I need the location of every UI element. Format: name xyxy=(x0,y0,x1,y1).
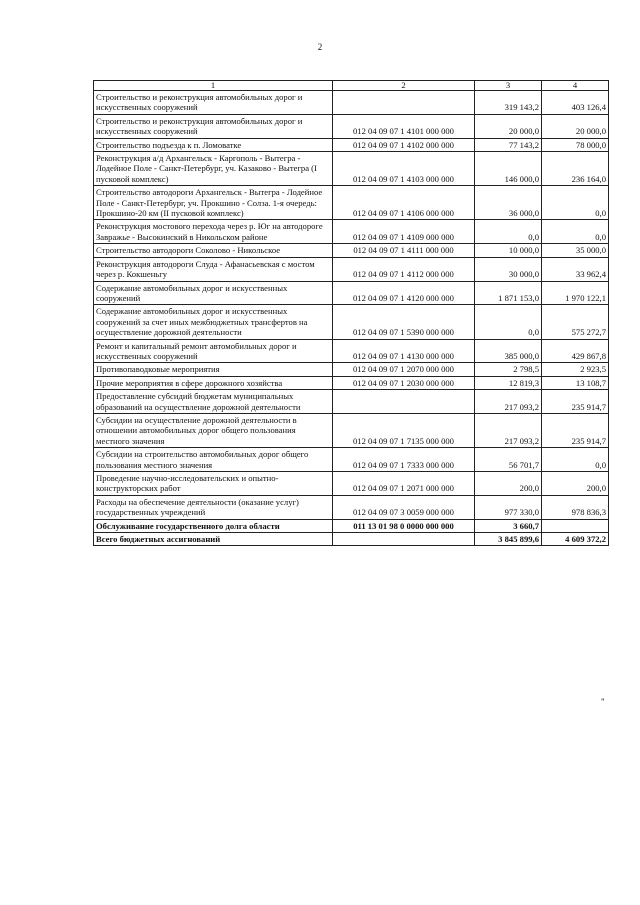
row-name-cell: Реконструкция а/д Архангельск - Каргополь - Вытегра - Лодейное Поле - Санкт-Петербург, уч. Казаково - Вытегра (I пусковой комплекс) xyxy=(94,152,333,186)
header-col-2: 2 xyxy=(333,81,475,91)
page-number: 2 xyxy=(317,42,323,52)
table-row xyxy=(94,390,609,414)
table-row xyxy=(94,257,609,281)
header-col-3: 3 xyxy=(475,81,542,91)
row-value-col4-cell: 0,0 xyxy=(542,220,609,244)
row-name-cell: Проведение научно-исследовательских и опытно-конструкторских работ xyxy=(94,472,333,496)
row-value-col4-cell: 236 164,0 xyxy=(542,152,609,186)
row-value-col3-cell: 217 093,2 xyxy=(475,390,542,414)
row-value-col3-cell: 20 000,0 xyxy=(475,114,542,138)
table-row xyxy=(94,448,609,472)
table-row xyxy=(94,152,609,186)
table-row xyxy=(94,376,609,389)
row-name-cell: Предоставление субсидий бюджетам муниципальных образований на осуществление дорожной деятельности xyxy=(94,390,333,414)
row-name-cell: Строительство подъезда к п. Ломоватке xyxy=(94,138,333,151)
row-value-col3-cell: 30 000,0 xyxy=(475,257,542,281)
table-row xyxy=(94,244,609,257)
table-row xyxy=(94,472,609,496)
row-value-col4-cell: 20 000,0 xyxy=(542,114,609,138)
row-name-cell: Противопаводковые мероприятия xyxy=(94,363,333,376)
row-code-cell: 012 04 09 07 1 4120 000 000 xyxy=(333,281,475,305)
row-value-col3-cell: 146 000,0 xyxy=(475,152,542,186)
row-code-cell: 012 04 09 07 1 4109 000 000 xyxy=(333,220,475,244)
row-name-cell: Всего бюджетных ассигнований xyxy=(94,533,333,546)
row-code-cell: 012 04 09 07 1 4101 000 000 xyxy=(333,114,475,138)
row-value-col3-cell: 200,0 xyxy=(475,472,542,496)
row-value-col4-cell: 1 970 122,1 xyxy=(542,281,609,305)
closing-quote-mark: " xyxy=(601,697,605,707)
table-row xyxy=(94,495,609,519)
table-row xyxy=(94,186,609,220)
row-value-col4-cell: 403 126,4 xyxy=(542,91,609,115)
table-row xyxy=(94,91,609,115)
row-value-col3-cell: 319 143,2 xyxy=(475,91,542,115)
table-row xyxy=(94,533,609,546)
row-value-col4-cell: 575 272,7 xyxy=(542,305,609,339)
row-value-col3-cell: 56 701,7 xyxy=(475,448,542,472)
row-code-cell: 012 04 09 07 1 4130 000 000 xyxy=(333,339,475,363)
row-value-col3-cell: 0,0 xyxy=(475,220,542,244)
table-row xyxy=(94,363,609,376)
row-name-cell: Прочие мероприятия в сфере дорожного хозяйства xyxy=(94,376,333,389)
row-name-cell: Реконструкция автодороги Слуда - Афанасьевская с мостом через р. Кокшеньгу xyxy=(94,257,333,281)
row-value-col4-cell: 235 914,7 xyxy=(542,413,609,447)
row-value-col4-cell: 33 962,4 xyxy=(542,257,609,281)
row-value-col4-cell: 2 923,5 xyxy=(542,363,609,376)
row-value-col4-cell: 429 867,8 xyxy=(542,339,609,363)
row-value-col3-cell: 12 819,3 xyxy=(475,376,542,389)
table-header-row xyxy=(94,81,609,91)
table-row xyxy=(94,220,609,244)
row-code-cell: 012 04 09 07 1 2070 000 000 xyxy=(333,363,475,376)
row-name-cell: Строительство и реконструкция автомобильных дорог и искусственных сооружений xyxy=(94,91,333,115)
table-row xyxy=(94,413,609,447)
row-value-col4-cell: 200,0 xyxy=(542,472,609,496)
table-row xyxy=(94,519,609,532)
row-name-cell: Субсидии на строительство автомобильных дорог общего пользования местного значения xyxy=(94,448,333,472)
budget-table xyxy=(93,80,609,546)
table-row xyxy=(94,305,609,339)
table-row xyxy=(94,114,609,138)
header-col-1: 1 xyxy=(94,81,333,91)
row-value-col3-cell: 977 330,0 xyxy=(475,495,542,519)
row-value-col3-cell: 36 000,0 xyxy=(475,186,542,220)
row-name-cell: Строительство автодороги Архангельск - Вытегра - Лодейное Поле - Санкт-Петербург, уч. Прокшино - Солза. 1-я очередь: Прокшино-20 км (II пусковой комплекс) xyxy=(94,186,333,220)
row-code-cell: 012 04 09 07 1 4112 000 000 xyxy=(333,257,475,281)
row-value-col3-cell: 217 093,2 xyxy=(475,413,542,447)
table-row xyxy=(94,281,609,305)
row-name-cell: Строительство автодороги Соколово - Никольское xyxy=(94,244,333,257)
row-value-col4-cell xyxy=(542,519,609,532)
row-code-cell xyxy=(333,533,475,546)
row-code-cell: 012 04 09 07 1 5390 000 000 xyxy=(333,305,475,339)
row-value-col4-cell: 978 836,3 xyxy=(542,495,609,519)
row-code-cell: 012 04 09 07 1 4102 000 000 xyxy=(333,138,475,151)
row-code-cell: 012 04 09 07 1 4106 000 000 xyxy=(333,186,475,220)
row-name-cell: Содержание автомобильных дорог и искусственных сооружений xyxy=(94,281,333,305)
row-value-col4-cell: 0,0 xyxy=(542,186,609,220)
row-code-cell: 012 04 09 07 1 7135 000 000 xyxy=(333,413,475,447)
row-value-col4-cell: 4 609 372,2 xyxy=(542,533,609,546)
row-value-col3-cell: 2 798,5 xyxy=(475,363,542,376)
row-value-col4-cell: 235 914,7 xyxy=(542,390,609,414)
row-value-col4-cell: 13 108,7 xyxy=(542,376,609,389)
row-name-cell: Ремонт и капитальный ремонт автомобильных дорог и искусственных сооружений xyxy=(94,339,333,363)
row-name-cell: Строительство и реконструкция автомобильных дорог и искусственных сооружений xyxy=(94,114,333,138)
row-value-col4-cell: 0,0 xyxy=(542,448,609,472)
header-col-4: 4 xyxy=(542,81,609,91)
row-value-col3-cell: 77 143,2 xyxy=(475,138,542,151)
row-code-cell: 012 04 09 07 1 4103 000 000 xyxy=(333,152,475,186)
row-code-cell xyxy=(333,91,475,115)
row-value-col3-cell: 3 845 899,6 xyxy=(475,533,542,546)
row-value-col3-cell: 385 000,0 xyxy=(475,339,542,363)
row-code-cell: 011 13 01 98 0 0000 000 000 xyxy=(333,519,475,532)
row-code-cell: 012 04 09 07 1 4111 000 000 xyxy=(333,244,475,257)
row-value-col4-cell: 78 000,0 xyxy=(542,138,609,151)
row-value-col3-cell: 0,0 xyxy=(475,305,542,339)
row-code-cell: 012 04 09 07 1 2071 000 000 xyxy=(333,472,475,496)
row-value-col3-cell: 10 000,0 xyxy=(475,244,542,257)
row-value-col4-cell: 35 000,0 xyxy=(542,244,609,257)
row-code-cell: 012 04 09 07 3 0059 000 000 xyxy=(333,495,475,519)
row-value-col3-cell: 1 871 153,0 xyxy=(475,281,542,305)
row-name-cell: Субсидии на осуществление дорожной деятельности в отношении автомобильных дорог общего пользования местного значения xyxy=(94,413,333,447)
row-name-cell: Содержание автомобильных дорог и искусственных сооружений за счет иных межбюджетных трансфертов на осуществление дорожной деятельности xyxy=(94,305,333,339)
row-value-col3-cell: 3 660,7 xyxy=(475,519,542,532)
row-name-cell: Расходы на обеспечение деятельности (оказание услуг) государственных учреждений xyxy=(94,495,333,519)
table-row xyxy=(94,339,609,363)
row-code-cell: 012 04 09 07 1 2030 000 000 xyxy=(333,376,475,389)
row-code-cell: 012 04 09 07 1 7333 000 000 xyxy=(333,448,475,472)
row-name-cell: Обслуживание государственного долга области xyxy=(94,519,333,532)
row-code-cell xyxy=(333,390,475,414)
table-row xyxy=(94,138,609,151)
row-name-cell: Реконструкция мостового перехода через р. Юг на автодороге Завражье - Высокинский в Никольском районе xyxy=(94,220,333,244)
